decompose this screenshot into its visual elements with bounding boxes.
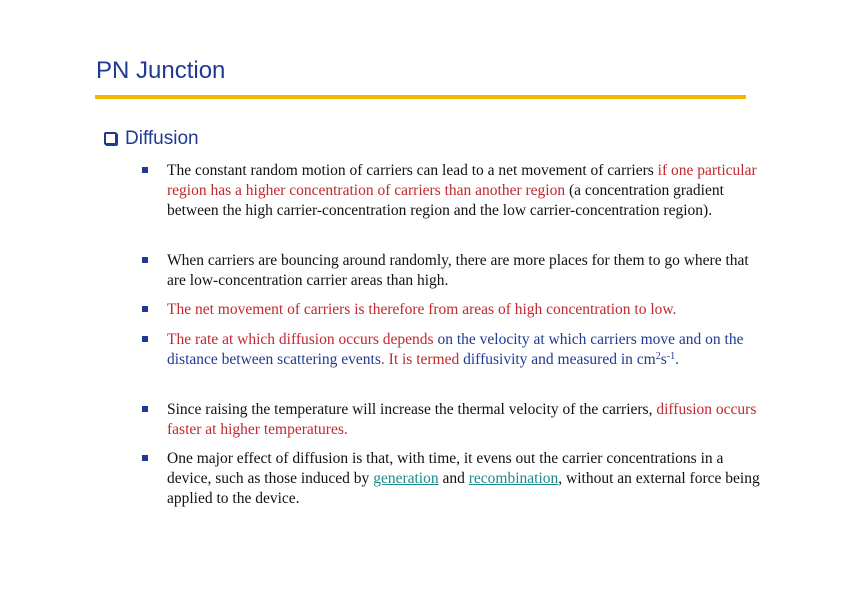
section-heading bbox=[104, 128, 199, 150]
superscript: 2 bbox=[655, 351, 661, 362]
title-underline-rule bbox=[95, 95, 746, 99]
slide-title: PN Junction bbox=[96, 57, 226, 84]
highlight-red-run: . It is termed bbox=[380, 351, 464, 368]
bullet-paragraph-2 bbox=[167, 251, 767, 291]
small-square-bullet-icon bbox=[141, 335, 150, 344]
text-run: The constant random motion of carriers can lead to a net movement of carriers bbox=[167, 162, 658, 179]
bullet-paragraph-6 bbox=[167, 449, 767, 509]
generation-link[interactable]: generation bbox=[373, 470, 439, 487]
text-run: , without an external force being applied to the device. bbox=[167, 470, 760, 507]
highlight-red-run: The net movement of carriers is therefore from areas of high concentration to low. bbox=[167, 301, 677, 318]
recombination-link[interactable]: recombination bbox=[468, 470, 559, 487]
highlight-red-run: diffusion occurs faster at higher temperatures. bbox=[167, 401, 757, 438]
superscript: -1 bbox=[666, 351, 676, 362]
bullet-paragraph-1 bbox=[167, 161, 767, 221]
bullet-paragraph-4 bbox=[167, 330, 767, 370]
small-square-bullet-icon bbox=[141, 166, 150, 175]
hollow-square-icon bbox=[104, 132, 117, 145]
text-run: and bbox=[438, 470, 469, 487]
highlight-blue-run: . bbox=[675, 351, 679, 368]
small-square-bullet-icon bbox=[141, 454, 150, 463]
text-run: One major effect of diffusion is that, with time, it evens out the carrier concentrations in a device, such as those induced by bbox=[167, 450, 724, 487]
section-heading-label: Diffusion bbox=[125, 128, 199, 149]
text-run: (a concentration gradient between the high carrier-concentration region and the low carrier-concentration region). bbox=[167, 182, 724, 219]
text-run: When carriers are bouncing around randomly, there are more places for them to go where that are low-concentration carrier areas than high. bbox=[167, 252, 749, 289]
highlight-blue-run: diffusivity and measured in cm bbox=[463, 351, 656, 368]
small-square-bullet-icon bbox=[141, 305, 150, 314]
highlight-blue-run: on the velocity at which carriers move and on the distance between scattering events bbox=[167, 331, 744, 368]
text-run: Since raising the temperature will increase the thermal velocity of the carriers, bbox=[167, 401, 657, 418]
bullet-paragraph-3 bbox=[167, 300, 767, 320]
highlight-red-run: if one particular region has a higher concentration of carriers than another region bbox=[167, 162, 757, 199]
small-square-bullet-icon bbox=[141, 256, 150, 265]
highlight-blue-run: s bbox=[660, 351, 667, 368]
bullet-paragraph-5 bbox=[167, 400, 767, 440]
small-square-bullet-icon bbox=[141, 405, 150, 414]
highlight-red-run: The rate at which diffusion occurs depends bbox=[167, 331, 438, 348]
